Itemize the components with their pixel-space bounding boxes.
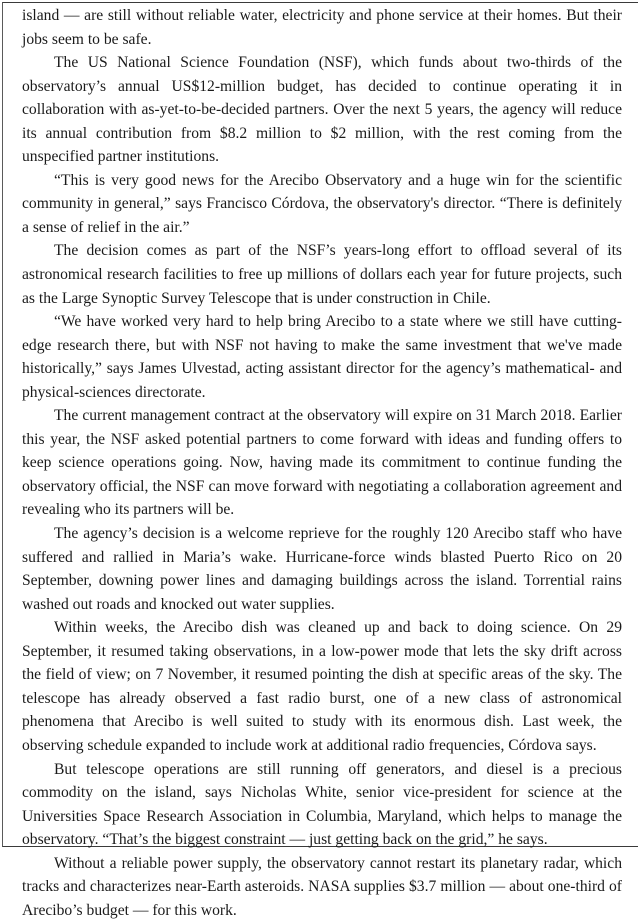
paragraph-cordova-quote: “This is very good news for the Arecibo Observatory and a huge win for the scientific community in general,” says Francisco Córdova, the observatory's director. “There is definitely a sense of relief in the air.” [22, 171, 622, 236]
paragraph-generators: But telescope operations are still running off generators, and diesel is a precious commodity on the island, says Nicholas White, senior vice-president for science at the Universities Space Research Association in Columbia, Maryland, which helps to manage the observatory. “That’s the biggest constraint — just getting back on the grid,” he says. [22, 760, 622, 849]
paragraph-dish-recovery: Within weeks, the Arecibo dish was cleaned up and back to doing science. On 29 September, it resumed taking observations, in a low-power mode that lets the sky drift across the field of view; on 7 November, it resumed pointing the dish at specific areas of the sky. The telescope has already observed a fast radio burst, one of a new class of astronomical phenomena that Arecibo is well suited to study with its enormous dish. Last week, the observing schedule expanded to include work at additional radio frequencies, Córdova says. [22, 619, 622, 754]
article-body [22, 4, 622, 922]
paragraph-management-contract: The current management contract at the observatory will expire on 31 March 2018. Earlier this year, the NSF asked potential partners to come forward with ideas and funding offers to keep science operations going. Now, having made its commitment to continue funding the observatory official, the NSF can move forward with negotiating a collaboration agreement and revealing who its partners will be. [22, 407, 622, 519]
paragraph-planetary-radar: Without a reliable power supply, the observatory cannot restart its planetary radar, which tracks and characterizes near-Earth asteroids. NASA supplies $3.7 million — about one-third of Arecibo’s budget — for this work. [22, 854, 622, 919]
paragraph-ulvestad-quote: “We have worked very hard to help bring Arecibo to a state where we still have cutting-edge research there, but with NSF not having to make the same investment that we've made historically,” says James Ulvestad, acting assistant director for the agency’s mathematical- and physical-sciences directorate. [22, 313, 622, 401]
paragraph-nsf-funding: The US National Science Foundation (NSF), which funds about two-thirds of the observatory’s annual US$12-million budget, has decided to continue operating it in collaboration with as-yet-to-be-decided partners. Over the next 5 years, the agency will reduce its annual contribution from $8.2 million to $2 million, with the rest coming from the unspecified partner institutions. [22, 54, 622, 166]
paragraph-nsf-offload: The decision comes as part of the NSF’s years-long effort to offload several of its astronomical research facilities to free up millions of dollars each year for future projects, such as the Large Synoptic Survey Telescope that is under construction in Chile. [22, 242, 622, 307]
paragraph-staff-reprieve: The agency’s decision is a welcome reprieve for the roughly 120 Arecibo staff who have suffered and rallied in Maria’s wake. Hurricane-force winds blasted Puerto Rico on 20 September, downing power lines and damaging buildings across the island. Torrential rains washed out roads and knocked out water supplies. [22, 525, 622, 613]
paragraph-continuation: island — are still without reliable water, electricity and phone service at their homes. But their jobs seem to be safe. [22, 7, 622, 48]
